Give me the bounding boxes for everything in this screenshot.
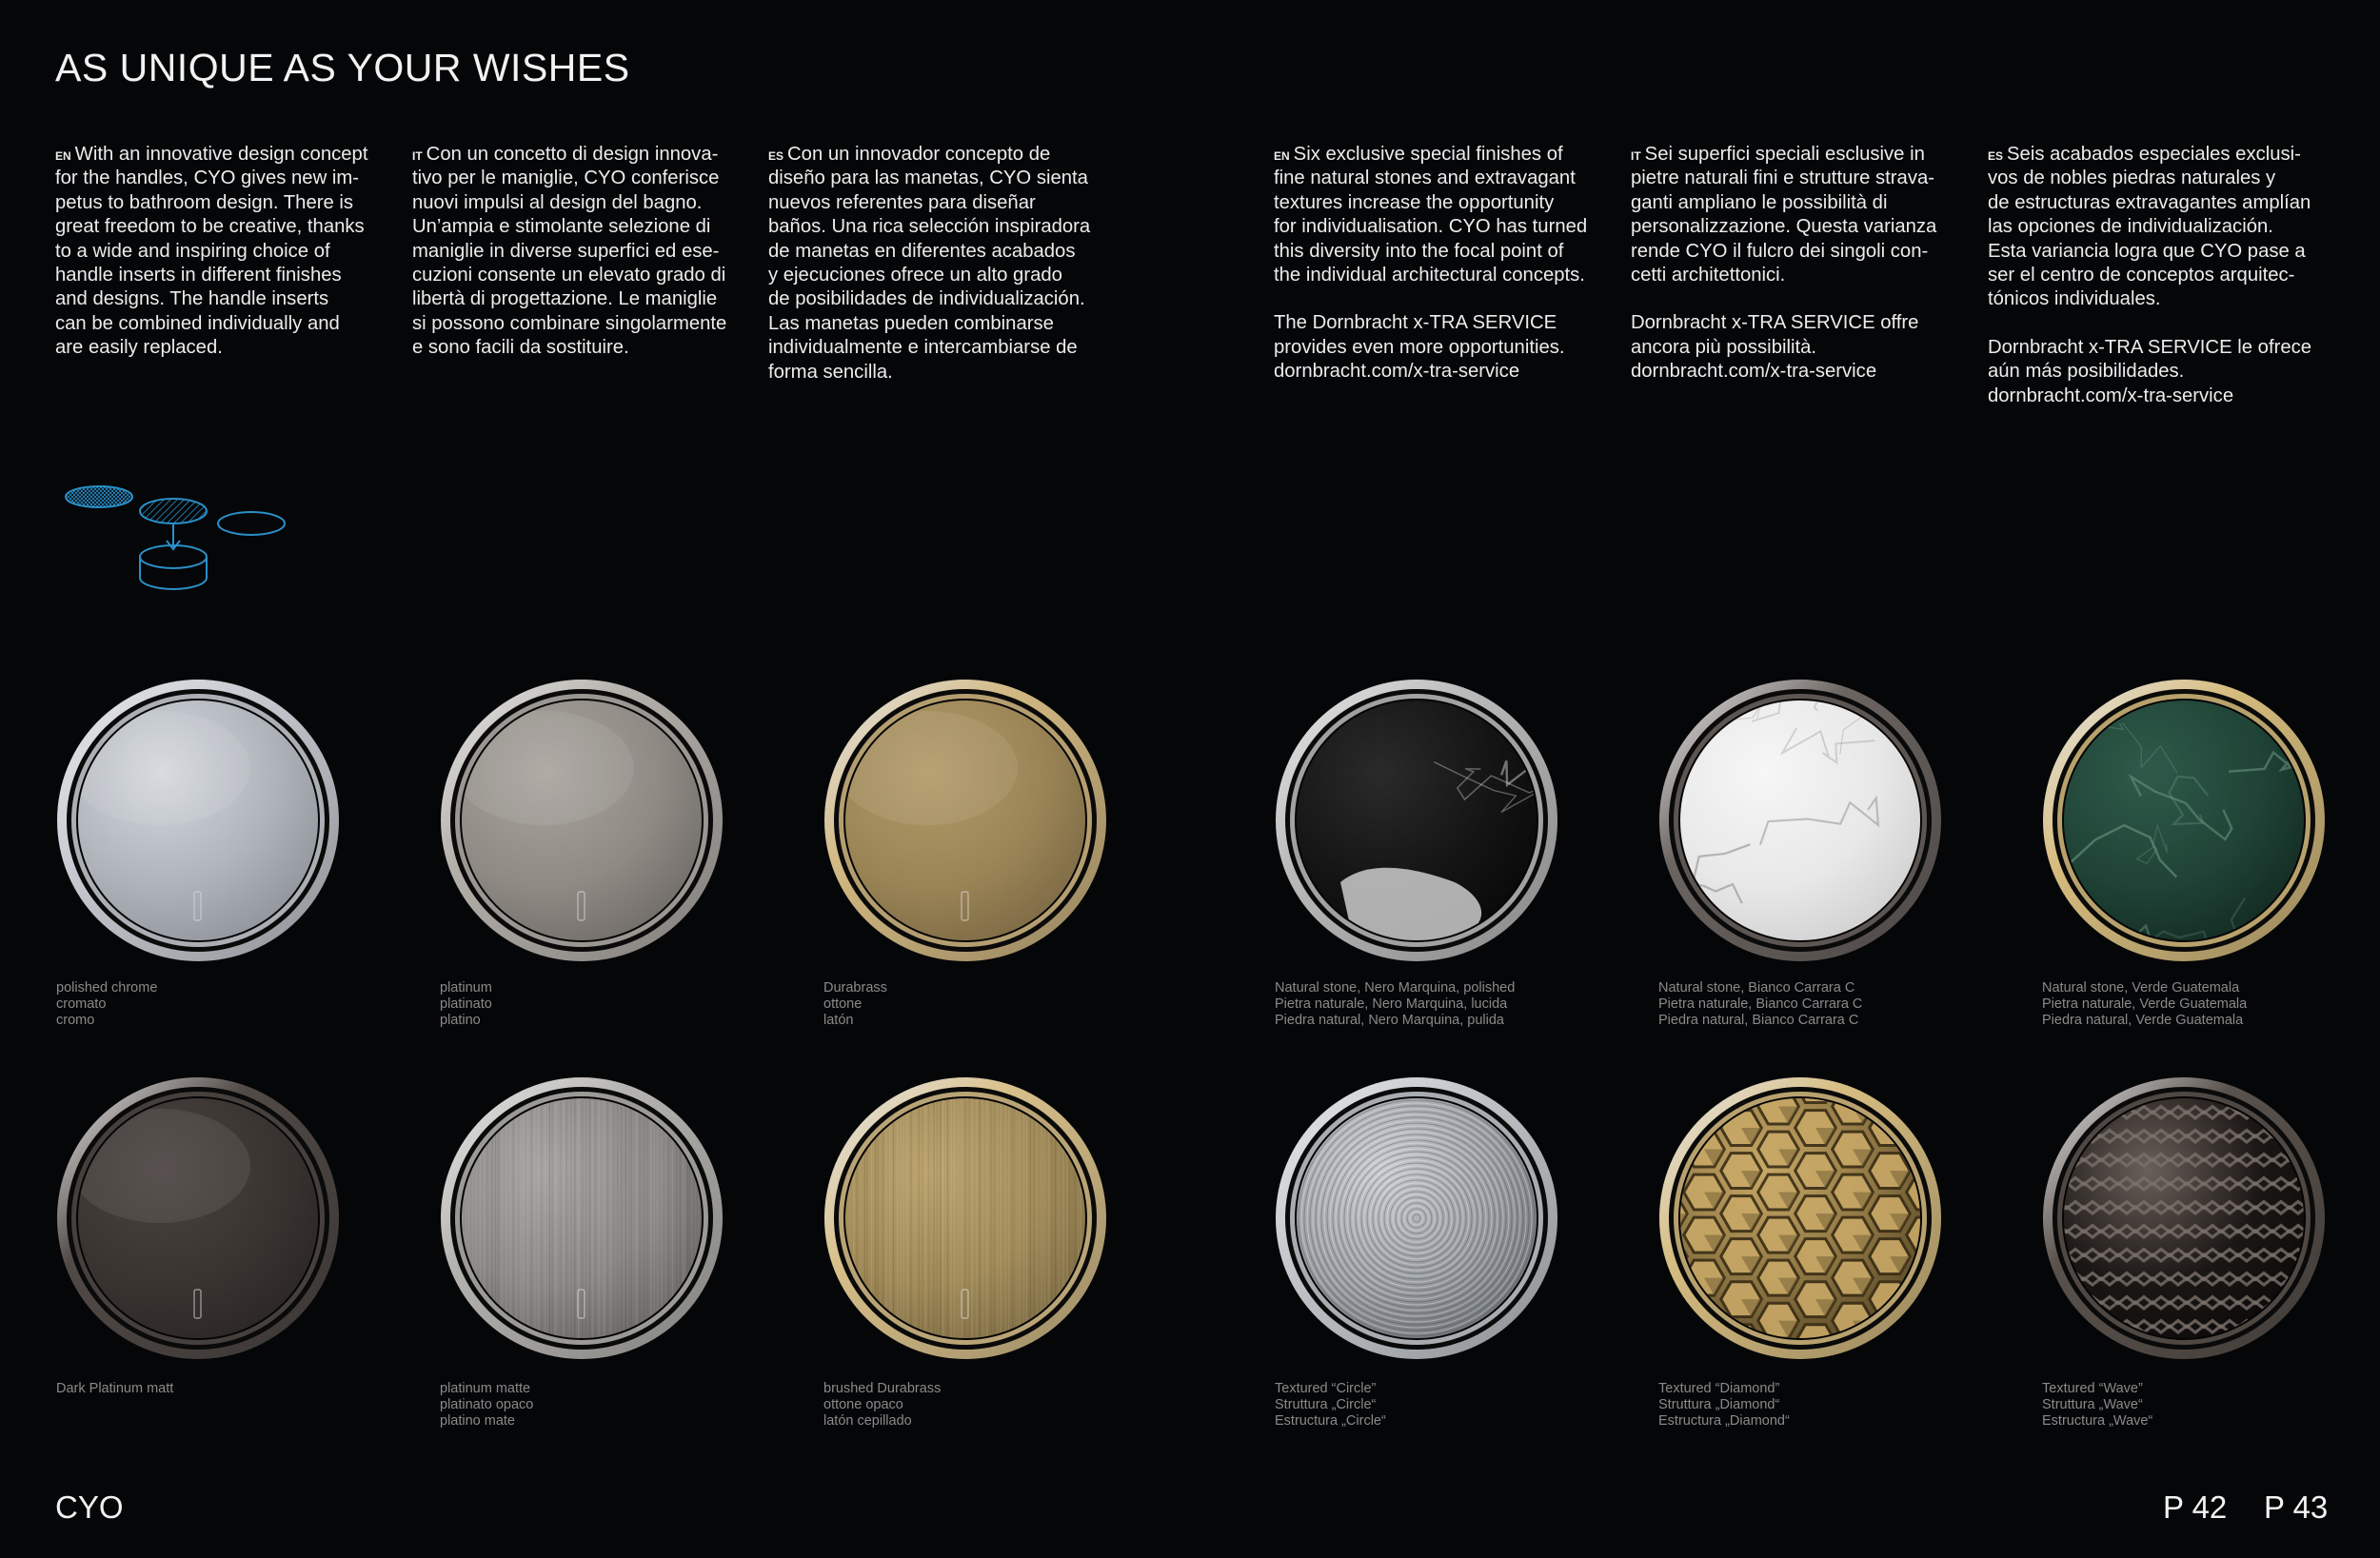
- finish-caption: [1275, 1381, 1589, 1430]
- finish-caption-line: Textured “Diamond”: [1658, 1381, 1780, 1396]
- intro-line: for the handles, CYO gives new im-: [55, 168, 360, 189]
- intro-line: ser el centro de conceptos arquitec-: [1988, 265, 2295, 286]
- finish-caption-line: Textured “Wave”: [2042, 1381, 2143, 1396]
- intro-line: individualmente e intercambiarse de: [768, 337, 1078, 359]
- intro-line: Esta variancia logra que CYO pase a: [1988, 240, 2306, 262]
- finish-caption-line: Estructura „Diamond“: [1658, 1413, 1790, 1429]
- intro-line: pietre naturali fini e strutture strava-: [1631, 168, 1935, 189]
- finish-caption-line: platinum matte: [440, 1381, 531, 1396]
- page-number-right: P 43: [2264, 1489, 2329, 1525]
- intro-paragraph: [1631, 311, 1959, 384]
- finish-caption-line: Textured “Circle”: [1275, 1381, 1377, 1396]
- intro-line: Las manetas pueden combinarse: [768, 312, 1054, 334]
- finish-caption-line: Estructura „Circle“: [1275, 1413, 1386, 1429]
- intro-line: de estructuras extravagantes amplían: [1988, 191, 2311, 213]
- intro-line: diseño para las manetas, CYO sienta: [768, 168, 1088, 189]
- intro-line: nuevos referentes para diseñar: [768, 191, 1036, 213]
- intro-line: tónicos individuales.: [1988, 288, 2161, 310]
- finish-caption-line: Piedra natural, Nero Marquina, pulida: [1275, 1013, 1504, 1028]
- finish-caption-line: Durabrass: [823, 980, 887, 996]
- finish-caption-line: Struttura „Diamond“: [1658, 1397, 1780, 1412]
- finish-caption-line: Natural stone, Verde Guatemala: [2042, 980, 2240, 996]
- intro-paragraph: [1988, 336, 2316, 408]
- finish-caption-line: Piedra natural, Bianco Carrara C: [1658, 1013, 1859, 1028]
- intro-paragraph: [1631, 143, 1959, 287]
- intro-line: baños. Una rica selección inspiradora: [768, 216, 1091, 238]
- intro-paragraph: [1274, 143, 1602, 287]
- intro-paragraph: [412, 143, 741, 361]
- finish-caption-line: Pietra naturale, Verde Guatemala: [2042, 996, 2248, 1012]
- finish-caption: [1658, 1381, 1973, 1430]
- finish-caption-line: ottone opaco: [823, 1397, 903, 1412]
- intro-line: Sei superfici speciali esclusive in: [1644, 144, 1925, 165]
- intro-line: aún más posibilidades.: [1988, 361, 2185, 383]
- finish-caption: [1658, 980, 1973, 1029]
- language-tag: ES: [1988, 149, 2004, 163]
- intro-paragraph: [768, 143, 1097, 385]
- intro-line: for individualisation. CYO has turned: [1274, 216, 1588, 238]
- intro-line: si possono combinare singolarmente: [412, 312, 727, 334]
- intro-line: dornbracht.com/x-tra-service: [1274, 361, 1520, 383]
- finish-caption: [1275, 980, 1589, 1029]
- language-tag: EN: [1274, 149, 1290, 163]
- intro-line: tivo per le maniglie, CYO conferisce: [412, 168, 720, 189]
- intro-line: provides even more opportunities.: [1274, 336, 1565, 358]
- finish-caption-line: Struttura „Wave“: [2042, 1397, 2143, 1412]
- intro-line: de posibilidades de individualización.: [768, 288, 1085, 310]
- finish-caption: [823, 1381, 1138, 1430]
- finish-swatch-icon: [439, 678, 724, 963]
- finish-caption-line: ottone: [823, 996, 863, 1012]
- intro-line: dornbracht.com/x-tra-service: [1631, 361, 1877, 383]
- language-tag: ES: [768, 149, 784, 163]
- finish-caption: [2042, 1381, 2356, 1430]
- intro-line: cuzioni consente un elevato grado di: [412, 265, 726, 286]
- intro-line: Six exclusive special finishes of: [1293, 144, 1563, 165]
- intro-line: to a wide and inspiring choice of: [55, 240, 330, 262]
- intro-line: forma sencilla.: [768, 361, 893, 383]
- language-tag: IT: [1631, 149, 1641, 163]
- intro-line: great freedom to be creative, thanks: [55, 216, 365, 238]
- intro-line: nuovi impulsi al design del bagno.: [412, 191, 703, 213]
- finish-swatch-icon: [1274, 1075, 1559, 1361]
- intro-column-en: [1274, 143, 1602, 385]
- intro-column-es: [768, 143, 1097, 385]
- finish-swatch-icon: [1657, 678, 1943, 963]
- finish-caption-line: cromo: [56, 1013, 95, 1028]
- finish-swatch-icon: [2041, 678, 2327, 963]
- finish-caption-line: Struttura „Circle“: [1275, 1397, 1377, 1412]
- finish-caption-line: platino mate: [440, 1413, 515, 1429]
- finish-caption: [2042, 980, 2356, 1029]
- language-tag: EN: [55, 149, 71, 163]
- intro-line: de manetas en diferentes acabados: [768, 240, 1076, 262]
- intro-line: vos de nobles piedras naturales y: [1988, 168, 2276, 189]
- intro-line: libertà di progettazione. Le maniglie: [412, 288, 718, 310]
- finish-caption: [56, 1381, 370, 1397]
- intro-line: and designs. The handle inserts: [55, 288, 329, 310]
- intro-column-es: [1988, 143, 2316, 408]
- intro-line: fine natural stones and extravagant: [1274, 168, 1576, 189]
- finish-caption-line: Piedra natural, Verde Guatemala: [2042, 1013, 2244, 1028]
- finish-caption: [440, 1381, 754, 1430]
- intro-column-it: [412, 143, 741, 361]
- intro-line: Un’ampia e stimolante selezione di: [412, 216, 711, 238]
- finish-swatch-icon: [823, 1075, 1108, 1361]
- intro-line: With an innovative design concept: [74, 144, 368, 165]
- page-title: AS UNIQUE AS YOUR WISHES: [55, 46, 630, 89]
- intro-line: rende CYO il fulcro dei singoli con-: [1631, 240, 1929, 262]
- finish-caption-line: cromato: [56, 996, 107, 1012]
- finish-swatch-icon: [55, 678, 341, 963]
- intro-line: Dornbracht x-TRA SERVICE le ofrece: [1988, 336, 2312, 358]
- finish-caption-line: latón cepillado: [823, 1413, 912, 1429]
- page-number-left: P 42: [2163, 1489, 2228, 1525]
- finish-caption-line: platinato opaco: [440, 1397, 534, 1412]
- finish-caption-line: Natural stone, Nero Marquina, polished: [1275, 980, 1516, 996]
- intro-line: are easily replaced.: [55, 337, 223, 359]
- intro-column-en: [55, 143, 384, 361]
- handle-insert-diagram-icon: [59, 476, 297, 600]
- intro-paragraph: [55, 143, 384, 361]
- intro-line: Con un concetto di design innova-: [426, 144, 719, 165]
- intro-line: The Dornbracht x-TRA SERVICE: [1274, 312, 1557, 334]
- finish-caption: [823, 980, 1138, 1029]
- language-tag: IT: [412, 149, 423, 163]
- intro-line: can be combined individually and: [55, 312, 340, 334]
- finish-swatch-icon: [2041, 1075, 2327, 1361]
- finish-swatch-icon: [439, 1075, 724, 1361]
- finish-caption-line: Pietra naturale, Nero Marquina, lucida: [1275, 996, 1508, 1012]
- finish-caption-line: polished chrome: [56, 980, 158, 996]
- finish-swatch-icon: [1657, 1075, 1943, 1361]
- intro-line: maniglie in diverse superfici ed ese-: [412, 240, 720, 262]
- intro-line: Dornbracht x-TRA SERVICE offre: [1631, 312, 1919, 334]
- finish-caption-line: Dark Platinum matt: [56, 1381, 174, 1396]
- intro-line: e sono facili da sostituire.: [412, 337, 629, 359]
- intro-line: dornbracht.com/x-tra-service: [1988, 385, 2234, 406]
- finish-caption-line: latón: [823, 1013, 854, 1028]
- finish-caption-line: platinato: [440, 996, 492, 1012]
- intro-paragraph: [1988, 143, 2316, 312]
- finish-caption-line: platino: [440, 1013, 481, 1028]
- intro-line: petus to bathroom design. There is: [55, 191, 354, 213]
- finish-caption: [440, 980, 754, 1029]
- finish-caption-line: Natural stone, Bianco Carrara C: [1658, 980, 1855, 996]
- brand-label: CYO: [55, 1489, 124, 1525]
- intro-line: personalizzazione. Questa varianza: [1631, 216, 1937, 238]
- finish-caption-line: Estructura „Wave“: [2042, 1413, 2153, 1429]
- finish-caption-line: Pietra naturale, Bianco Carrara C: [1658, 996, 1863, 1012]
- finish-swatch-icon: [1274, 678, 1559, 963]
- intro-line: las opciones de individualización.: [1988, 216, 2273, 238]
- intro-line: handle inserts in different finishes: [55, 265, 342, 286]
- intro-column-it: [1631, 143, 1959, 385]
- intro-line: Con un innovador concepto de: [787, 144, 1051, 165]
- finish-caption-line: platinum: [440, 980, 492, 996]
- intro-line: the individual architectural concepts.: [1274, 265, 1585, 286]
- finish-caption-line: brushed Durabrass: [823, 1381, 942, 1396]
- intro-line: textures increase the opportunity: [1274, 191, 1555, 213]
- intro-line: ganti ampliano le possibilità di: [1631, 191, 1888, 213]
- intro-line: cetti architettonici.: [1631, 265, 1786, 286]
- intro-paragraph: [1274, 311, 1602, 384]
- finish-swatch-icon: [823, 678, 1108, 963]
- finish-caption: [56, 980, 370, 1029]
- intro-line: this diversity into the focal point of: [1274, 240, 1564, 262]
- finish-swatch-icon: [55, 1075, 341, 1361]
- intro-line: Seis acabados especiales exclusi-: [2007, 144, 2301, 165]
- intro-line: y ejecuciones ofrece un alto grado: [768, 265, 1062, 286]
- intro-line: ancora più possibilità.: [1631, 336, 1817, 358]
